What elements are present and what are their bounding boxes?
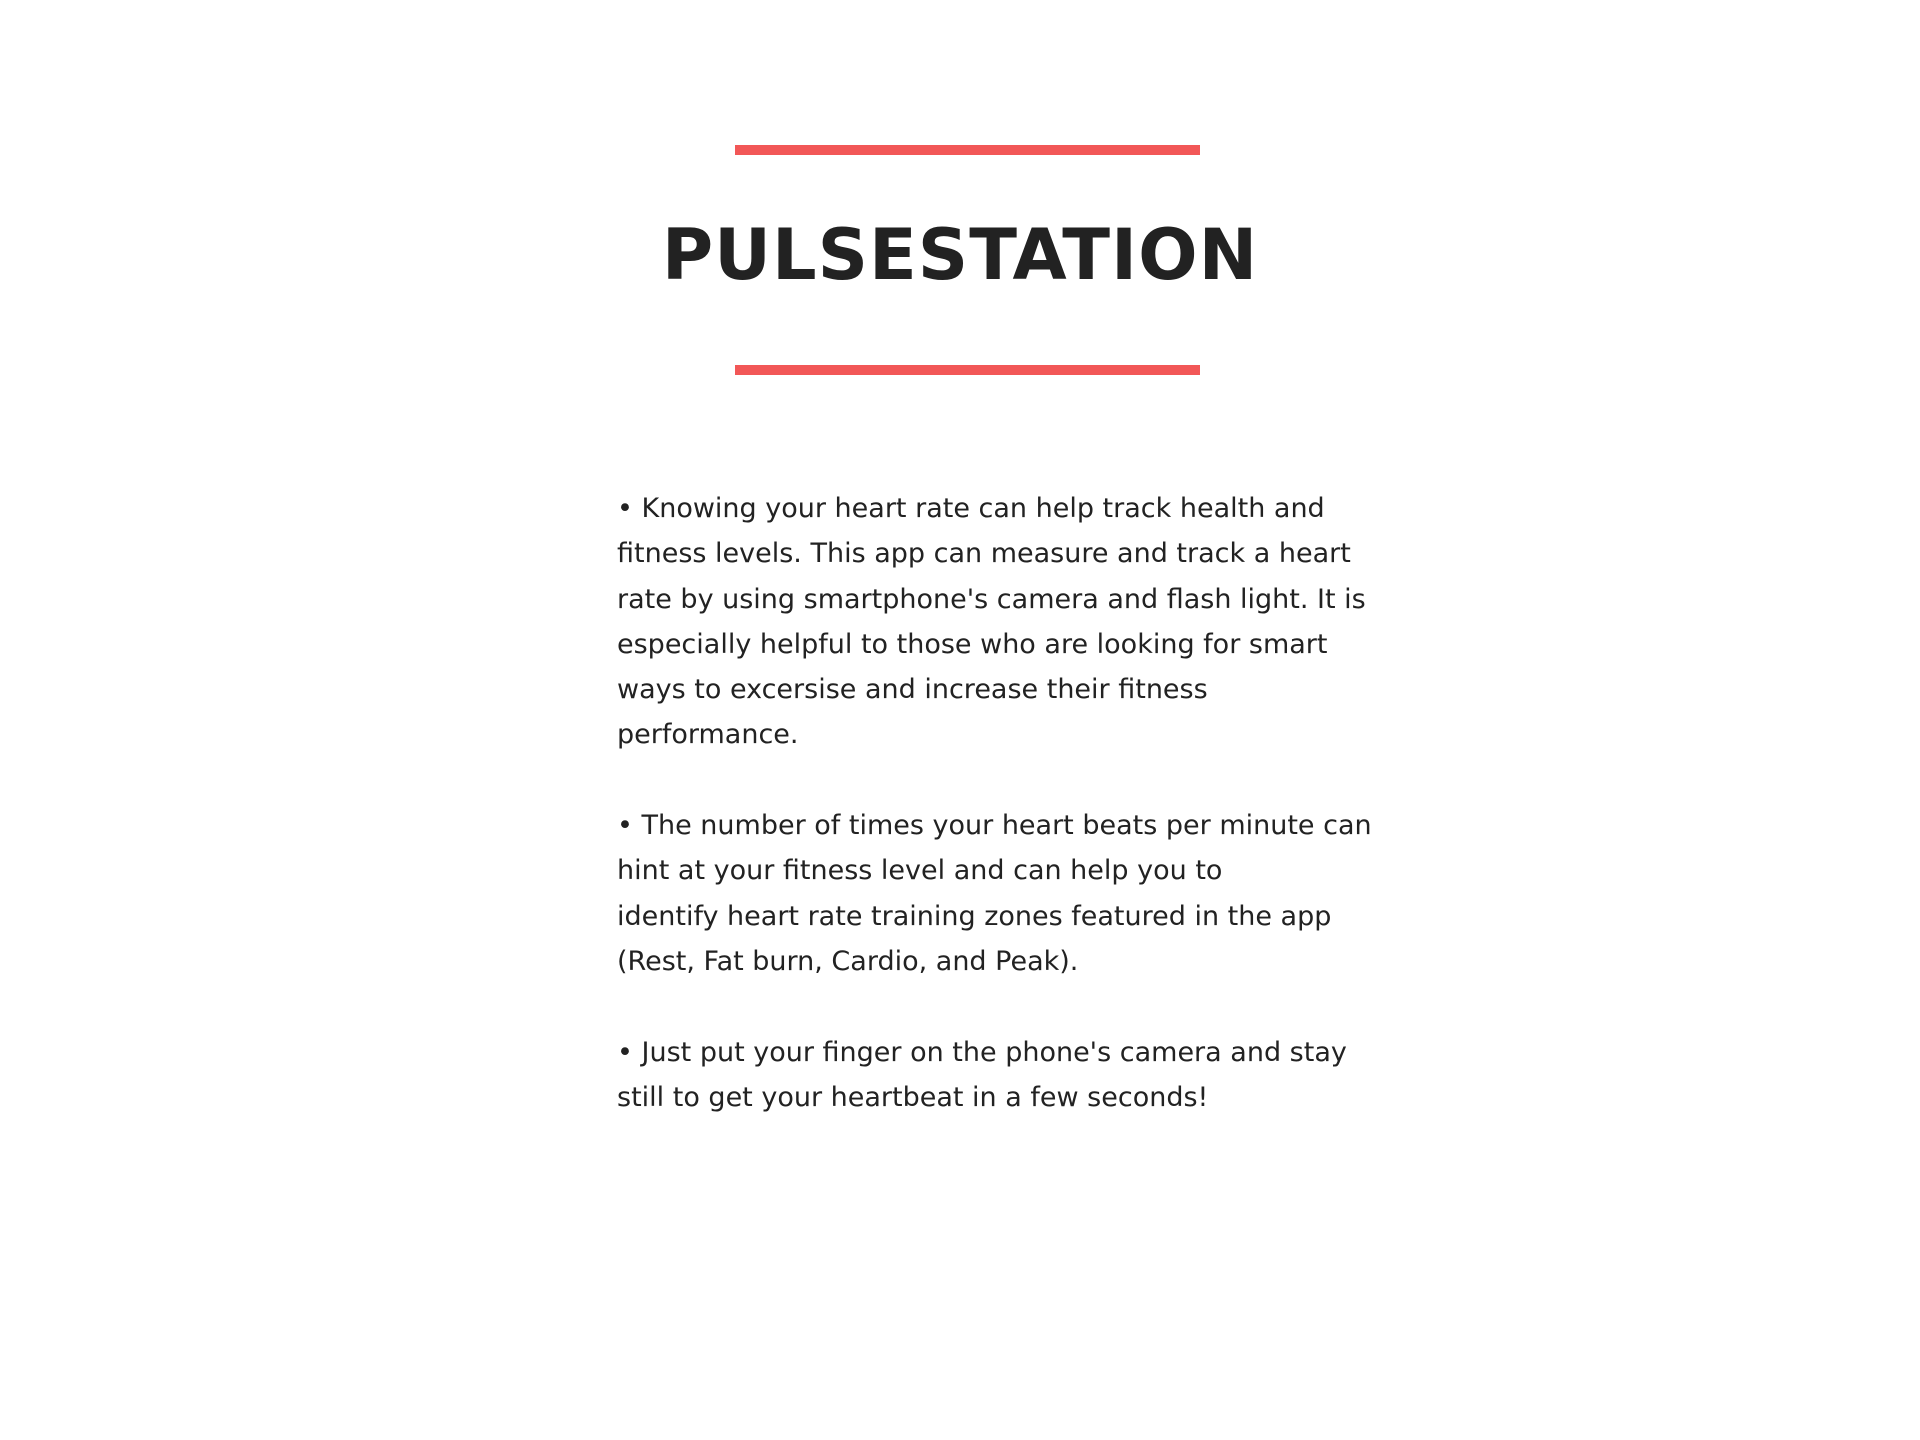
paragraph-how-to-use xyxy=(617,1030,1407,1121)
paragraph-heart-rate-tracking xyxy=(617,486,1407,758)
text-line: identify heart rate training zones featured in the app xyxy=(617,900,1332,932)
text-line: • Knowing your heart rate can help track health and xyxy=(617,493,1325,524)
paragraph-training-zones xyxy=(617,803,1407,984)
text-line: (Rest, Fat burn, Cardio, and Peak). xyxy=(617,945,1079,977)
text-line: ways to excersise and increase their fitness xyxy=(617,674,1208,706)
text-line: • Just put your finger on the phone's camera and stay xyxy=(617,1036,1347,1068)
text-line: • The number of times your heart beats per minute can xyxy=(617,810,1372,842)
text-line: still to get your heartbeat in a few seconds! xyxy=(617,1081,1209,1113)
description-body xyxy=(617,486,1407,1120)
page-title: PULSESTATION xyxy=(661,214,1259,296)
bottom-accent-rule xyxy=(735,365,1200,375)
text-line: rate by using smartphone's camera and flash light. It is xyxy=(617,583,1366,615)
text-line: fitness levels. This app can measure and track a heart xyxy=(617,538,1351,570)
text-line: performance. xyxy=(617,719,799,751)
text-line: especially helpful to those who are looking for smart xyxy=(617,628,1328,660)
top-accent-rule xyxy=(735,145,1200,155)
text-line: hint at your fitness level and can help you to xyxy=(617,855,1223,887)
